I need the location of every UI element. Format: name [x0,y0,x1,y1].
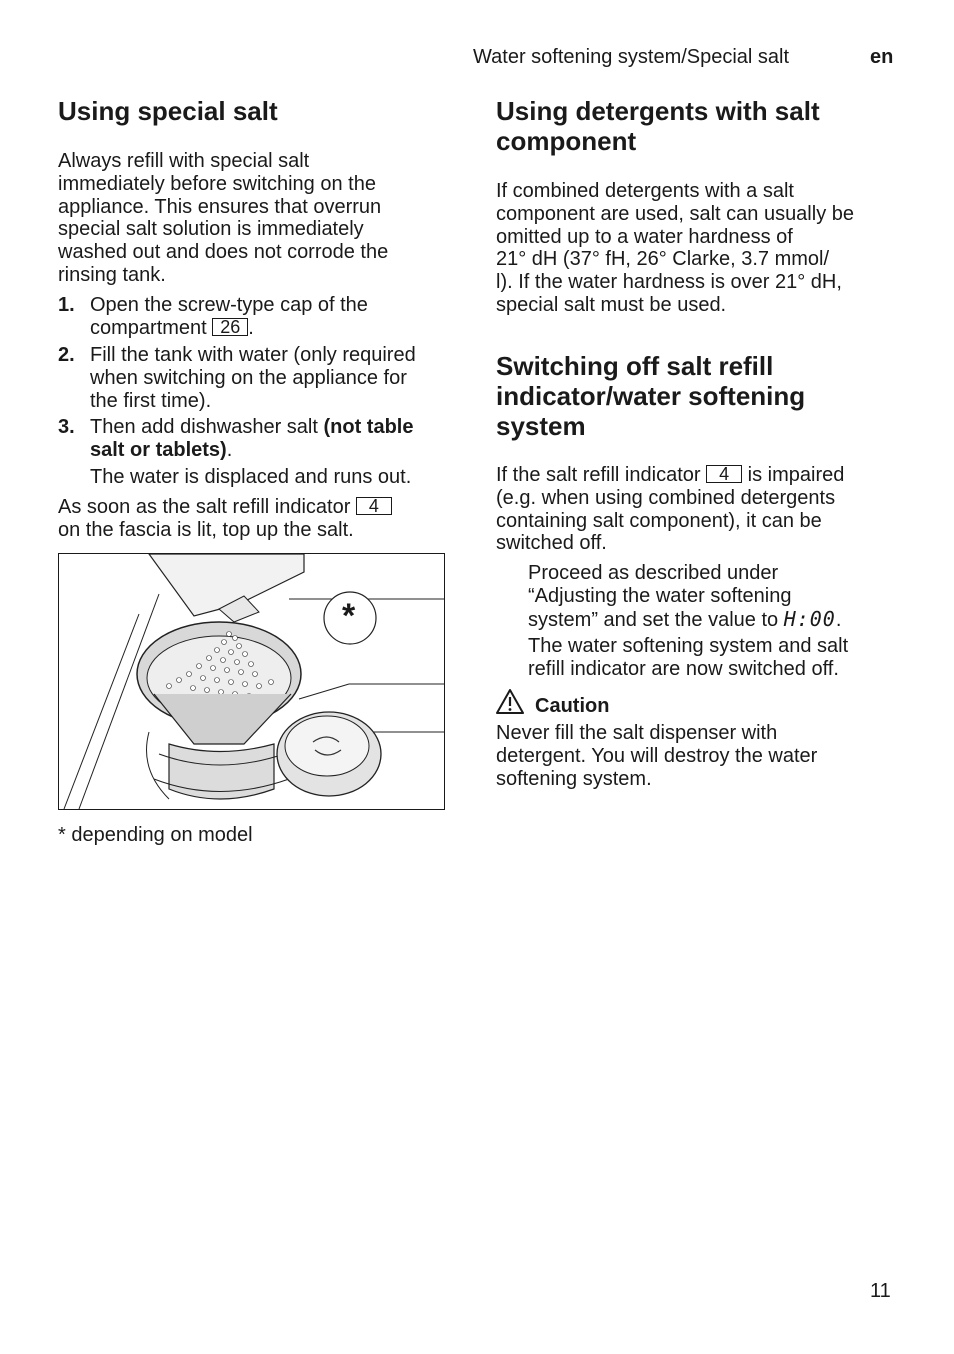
text-line: rinsing tank. [58,263,166,286]
text-line: special salt must be used. [496,293,727,316]
text-line: component are used, salt can usually be [496,202,854,225]
heading-line: system [496,411,586,441]
text-line: 21° dH (37° fH, 26° Clarke, 3.7 mmol/ [496,248,830,271]
step-2 [58,344,458,414]
text-line: detergent. You will destroy the water [496,744,818,767]
illustration-drawing [59,554,444,809]
text-line [496,464,906,487]
switching-off-paragraph [496,464,906,555]
step-text [90,416,460,462]
text-line [58,496,458,519]
heading-using-special-salt: Using special salt [58,96,278,126]
salt-filling-illustration [58,553,445,810]
page-number: 11 [870,1280,891,1302]
indicator-paragraph [58,496,458,542]
text-fragment: system” and set the value to [528,608,784,631]
text-line: (e.g. when using combined detergents [496,486,836,509]
text-line: on the fascia is lit, top up the salt. [58,518,354,541]
text-line: “Adjusting the water softening [528,584,792,607]
text-line: Fill the tank with water (only required [90,344,416,366]
text-line: Always refill with special salt [58,150,310,172]
step-number: 2. [58,344,75,366]
bold-text: salt or tablets) [90,438,227,461]
text-line: appliance. This ensures that overrun [58,195,382,218]
intro-paragraph [58,150,458,287]
text-fragment: As soon as the salt refill indicator [58,496,356,518]
display-value: H:00 [783,606,836,631]
step-number: 3. [58,416,75,438]
heading-line: Switching off salt refill [496,351,774,381]
text-fragment: is impaired [742,464,845,486]
text-fragment: . [248,316,254,339]
text-line: The water softening system and salt [528,635,849,657]
text-line [90,416,460,439]
text-line: immediately before switching on the [58,172,376,195]
text-line: softening system. [496,767,652,790]
model-variant-marker: * [342,597,356,635]
text-line: when switching on the appliance for [90,366,407,389]
proceed-instruction [528,562,908,631]
text-line: Open the screw-type cap of the [90,294,368,316]
footnote: * depending on model [58,824,253,846]
text-line: l). If the water hardness is over 21° dH, [496,271,842,294]
warning-triangle-icon [496,688,526,716]
step-text [90,344,460,412]
text-fragment: . [226,438,233,461]
bold-text: (not table [323,416,414,438]
step-3 [58,416,458,462]
text-line: Proceed as described under [528,562,779,584]
text-line: the first time). [90,389,212,412]
step-number: 1. [58,294,75,316]
caution-text [496,722,906,790]
text-fragment: Then add dishwasher salt [90,416,324,438]
text-line: washed out and does not corrode the [58,241,389,264]
text-fragment: compartment [90,316,213,339]
text-fragment: . [835,608,842,631]
step-1 [58,294,458,340]
text-line [528,608,908,632]
text-line: omitted up to a water hardness of [496,225,793,248]
heading-line: component [496,126,637,156]
text-line [90,317,460,340]
result-text [528,635,908,681]
text-fragment: If the salt refill indicator [496,464,707,486]
part-reference-box: 26 [212,318,248,336]
text-line: Never fill the salt dispenser with [496,722,778,744]
heading-line: Using detergents with salt [496,96,820,126]
indicator-reference-box: 4 [706,465,742,483]
text-line [90,439,460,462]
step-3-result: The water is displaced and runs out. [90,466,412,488]
language-code: en [870,46,894,68]
detergents-paragraph [496,180,906,317]
text-line: containing salt component), it can be [496,509,822,532]
caution-title: Caution [535,695,610,717]
heading-detergents-salt [496,96,820,156]
text-line: If combined detergents with a salt [496,180,794,202]
heading-switching-off [496,351,805,441]
running-header-title: Water softening system/Special salt [473,46,790,68]
indicator-reference-box: 4 [356,497,392,515]
text-line: special salt solution is immediately [58,218,364,241]
text-line: refill indicator are now switched off. [528,657,839,680]
text-line: switched off. [496,532,607,555]
step-text [90,294,460,340]
heading-line: indicator/water softening [496,381,806,411]
